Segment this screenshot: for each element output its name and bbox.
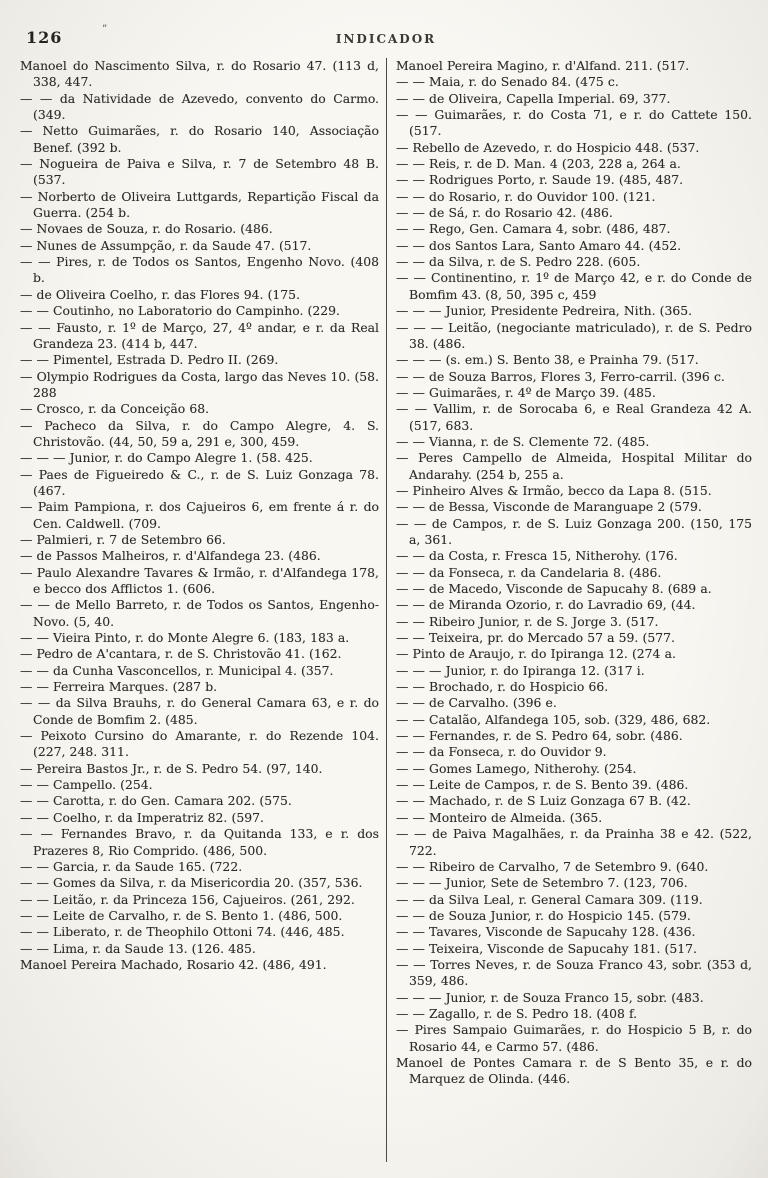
directory-entry: — — Maia, r. do Senado 84. (475 c. xyxy=(396,74,619,90)
directory-entry: — Norberto de Oliveira Luttgards, Repartição Fiscal da Guerra. (254 b. xyxy=(20,188,379,221)
directory-entry: — — — Junior, r. do Campo Alegre 1. (58. 425. xyxy=(20,450,313,466)
directory-entry: — — Guimarães, r. 4º de Março 39. (485. xyxy=(396,384,656,400)
directory-entry: — Pinto de Araujo, r. do Ipiranga 12. (274 a. xyxy=(396,646,676,662)
directory-entry: — — Leite de Carvalho, r. de S. Bento 1. (486, 500. xyxy=(20,907,343,923)
directory-entry: Manoel do Nascimento Silva, r. do Rosario 47. (113 d, 338, 447. xyxy=(20,58,379,90)
directory-entry: — Peres Campello de Almeida, Hospital Militar do Andarahy. (254 b, 255 a. xyxy=(396,450,752,482)
directory-entry: — — — Junior, r. de Souza Franco 15, sobr. (483. xyxy=(396,989,704,1005)
directory-entry: — Novaes de Souza, r. do Rosario. (486. xyxy=(20,221,273,237)
directory-entry: — — Ribeiro de Carvalho, 7 de Setembro 9. (640. xyxy=(396,858,709,874)
directory-entry: — — de Souza Junior, r. do Hospicio 145. (579. xyxy=(396,907,691,923)
directory-entry: — Pires Sampaio Guimarães, r. do Hospicio 5 B, r. do Rosario 44, e Carmo 57. (486. xyxy=(396,1022,752,1054)
directory-entry: — — da Fonseca, r. da Candelaria 8. (486. xyxy=(396,564,662,580)
directory-entry: — — Guimarães, r. do Costa 71, e r. do Cattete 150. (517. xyxy=(396,107,752,139)
directory-entry: Manoel Pereira Magino, r. d'Alfand. 211. (517. xyxy=(396,58,690,73)
directory-entry: — — da Fonseca, r. do Ouvidor 9. xyxy=(396,744,607,760)
directory-entry: — — Gomes da Silva, r. da Misericordia 20. (357, 536. xyxy=(20,875,363,891)
directory-entry: — — de Carvalho. (396 e. xyxy=(396,695,557,711)
directory-entry: — Pinheiro Alves & Irmão, becco da Lapa 8. (515. xyxy=(396,482,712,498)
directory-entry: — — de Sá, r. do Rosario 42. (486. xyxy=(396,205,613,221)
directory-entry: — — — Leitão, (negociante matriculado), r. de S. Pedro 38. (486. xyxy=(396,319,752,351)
directory-entry: — — da Natividade de Azevedo, convento do Carmo. (349. xyxy=(20,90,379,123)
directory-entry: — Olympio Rodrigues da Costa, largo das Neves 10. (58. 288 xyxy=(20,368,379,400)
directory-entry: — Nogueira de Paiva e Silva, r. 7 de Setembro 48 B. (537. xyxy=(20,156,379,188)
directory-entry: — — Leite de Campos, r. de S. Bento 39. (486. xyxy=(396,777,689,793)
page-header xyxy=(20,24,752,58)
directory-entry: — — Monteiro de Almeida. (365. xyxy=(396,809,603,825)
directory-entry: — — — (s. em.) S. Bento 38, e Prainha 79. (517. xyxy=(396,352,699,368)
directory-entry: — — Continentino, r. 1º de Março 42, e r. do Conde de Bomfim 43. (8, 50, 395 c, 459 xyxy=(396,270,752,302)
directory-entry: — — Liberato, r. de Theophilo Ottoni 74. (446, 485. xyxy=(20,924,345,940)
directory-entry: — — Tavares, Visconde de Sapucahy 128. (436. xyxy=(396,924,696,940)
page-number: 126 xyxy=(26,28,63,47)
directory-entry: — Peixoto Cursino do Amarante, r. do Rezende 104. (227, 248. 311. xyxy=(20,728,379,760)
directory-entry: — — — Junior, Sete de Setembro 7. (123, 706. xyxy=(396,875,688,891)
directory-entry: — — — Junior, r. do Ipiranga 12. (317 i. xyxy=(396,662,645,678)
directory-entry: — — Zagallo, r. de S. Pedro 18. (408 f. xyxy=(396,1005,638,1021)
directory-entry: — — da Silva Brauhs, r. do General Camara 63, e r. do Conde de Bomfim 2. (485. xyxy=(20,695,379,727)
left-column xyxy=(20,58,386,1162)
directory-entry: — Pacheco da Silva, r. do Campo Alegre, 4. S. Christovão. (44, 50, 59 a, 291 e, 300, 459. xyxy=(20,417,379,449)
directory-entry: — Palmieri, r. 7 de Setembro 66. xyxy=(20,531,226,547)
directory-entry: — — Teixeira, Visconde de Sapucahy 181. (517. xyxy=(396,940,697,956)
directory-entry: — — Pimentel, Estrada D. Pedro II. (269. xyxy=(20,352,279,368)
directory-entry: — Paes de Figueiredo & C., r. de S. Luiz Gonzaga 78. (467. xyxy=(20,466,379,498)
directory-entry: — — Torres Neves, r. de Souza Franco 43, sobr. (353 d, 359, 486. xyxy=(396,956,752,989)
directory-entry: — — Fernandes, r. de S. Pedro 64, sobr. (486. xyxy=(396,728,683,744)
directory-entry: — — de Macedo, Visconde de Sapucahy 8. (689 a. xyxy=(396,581,712,596)
directory-entry: — Paulo Alexandre Tavares & Irmão, r. d'Alfandega 178, e becco dos Afflictos 1. (606. xyxy=(20,564,379,596)
directory-columns xyxy=(20,58,752,1162)
directory-entry: — Nunes de Assumpção, r. da Saude 47. (517. xyxy=(20,237,312,253)
page-header-title: INDICADOR xyxy=(335,32,437,46)
directory-entry: — — de Campos, r. de S. Luiz Gonzaga 200. (150, 175 a, 361. xyxy=(396,515,752,547)
directory-entry: — — Campello. (254. xyxy=(20,777,153,793)
directory-entry: — — da Silva Leal, r. General Camara 309. (119. xyxy=(396,891,703,907)
directory-entry: Manoel de Pontes Camara r. de S Bento 35, e r. do Marquez de Olinda. (446. xyxy=(396,1054,752,1087)
directory-entry: — — Ribeiro Junior, r. de S. Jorge 3. (517. xyxy=(396,613,659,629)
directory-entry: — — Ferreira Marques. (287 b. xyxy=(20,679,218,695)
directory-entry: — Crosco, r. da Conceição 68. xyxy=(20,401,210,417)
directory-entry: — — do Rosario, r. do Ouvidor 100. (121. xyxy=(396,188,656,204)
directory-entry: — — Gomes Lamego, Nitherohy. (254. xyxy=(396,760,637,776)
directory-entry: — Pedro de A'cantara, r. de S. Christovão 41. (162. xyxy=(20,646,342,662)
directory-entry: — — de Souza Barros, Flores 3, Ferro-carril. (396 c. xyxy=(396,368,725,384)
directory-entry: — — Coutinho, no Laboratorio do Campinho. (229. xyxy=(20,303,340,319)
directory-entry: — — Vallim, r. de Sorocaba 6, e Real Grandeza 42 A. (517, 683. xyxy=(396,401,752,433)
directory-entry: — — Rego, Gen. Camara 4, sobr. (486, 487. xyxy=(396,221,671,237)
directory-entry: — — de Mello Barreto, r. de Todos os Santos, Engenho-Novo. (5, 40. xyxy=(20,597,379,629)
directory-entry: — — Reis, r. de D. Man. 4 (203, 228 a, 264 a. xyxy=(396,156,681,172)
directory-entry: — — da Cunha Vasconcellos, r. Municipal 4. (357. xyxy=(20,662,334,678)
directory-entry: — — da Costa, r. Fresca 15, Nitherohy. (176. xyxy=(396,548,678,564)
directory-entry: — de Oliveira Coelho, r. das Flores 94. (175. xyxy=(20,286,301,302)
directory-entry: — — Fernandes Bravo, r. da Quitanda 133, e r. dos Prazeres 8, Rio Comprido. (486, 500. xyxy=(20,826,379,858)
directory-entry: — — de Paiva Magalhães, r. da Prainha 38 e 42. (522, 722. xyxy=(396,826,752,858)
directory-entry: — — Machado, r. de S Luiz Gonzaga 67 B. (42. xyxy=(396,793,691,809)
right-column xyxy=(386,58,752,1162)
directory-entry: — Netto Guimarães, r. do Rosario 140, Associação Benef. (392 b. xyxy=(20,123,379,155)
directory-entry: — — Brochado, r. do Hospicio 66. xyxy=(396,679,609,695)
scan-artifact-mark: ” xyxy=(102,24,108,35)
directory-entry: — — Vianna, r. de S. Clemente 72. (485. xyxy=(396,433,650,449)
directory-entry: — — Garcia, r. da Saude 165. (722. xyxy=(20,858,243,874)
directory-entry: — — Vieira Pinto, r. do Monte Alegre 6. (183, 183 a. xyxy=(20,630,350,646)
directory-entry: — — Fausto, r. 1º de Março, 27, 4º andar, e r. da Real Grandeza 23. (414 b, 447. xyxy=(20,319,379,351)
directory-entry: — — — Junior, Presidente Pedreira, Nith. (365. xyxy=(396,303,693,319)
directory-entry: — de Passos Malheiros, r. d'Alfandega 23. (486. xyxy=(20,548,321,564)
directory-entry: — Paim Pampiona, r. dos Cajueiros 6, em frente á r. do Cen. Caldwell. (709. xyxy=(20,499,379,531)
directory-entry: — — Rodrigues Porto, r. Saude 19. (485, 487. xyxy=(396,172,684,188)
directory-entry: — — de Miranda Ozorio, r. do Lavradio 69, (44. xyxy=(396,597,696,613)
directory-entry: Manoel Pereira Machado, Rosario 42. (486, 491. xyxy=(20,956,327,972)
directory-entry: — — Pires, r. de Todos os Santos, Engenho Novo. (408 b. xyxy=(20,254,379,286)
directory-entry: — — da Silva, r. de S. Pedro 228. (605. xyxy=(396,254,641,270)
directory-entry: — — de Bessa, Visconde de Maranguape 2 (579. xyxy=(396,499,702,515)
directory-entry: — Rebello de Azevedo, r. do Hospicio 448. (537. xyxy=(396,139,700,155)
directory-entry: — — Coelho, r. da Imperatriz 82. (597. xyxy=(20,809,264,825)
directory-entry: — Pereira Bastos Jr., r. de S. Pedro 54. (97, 140. xyxy=(20,760,323,776)
directory-entry: — — Catalão, Alfandega 105, sob. (329, 486, 682. xyxy=(396,711,711,727)
directory-entry: — — Lima, r. da Saude 13. (126. 485. xyxy=(20,940,256,956)
directory-entry: — — Teixeira, pr. do Mercado 57 a 59. (577. xyxy=(396,630,675,646)
directory-entry: — — dos Santos Lara, Santo Amaro 44. (452. xyxy=(396,237,682,253)
directory-entry: — — de Oliveira, Capella Imperial. 69, 377. xyxy=(396,90,671,106)
directory-entry: — — Carotta, r. do Gen. Camara 202. (575. xyxy=(20,793,292,809)
directory-entry: — — Leitão, r. da Princeza 156, Cajueiros. (261, 292. xyxy=(20,891,355,907)
